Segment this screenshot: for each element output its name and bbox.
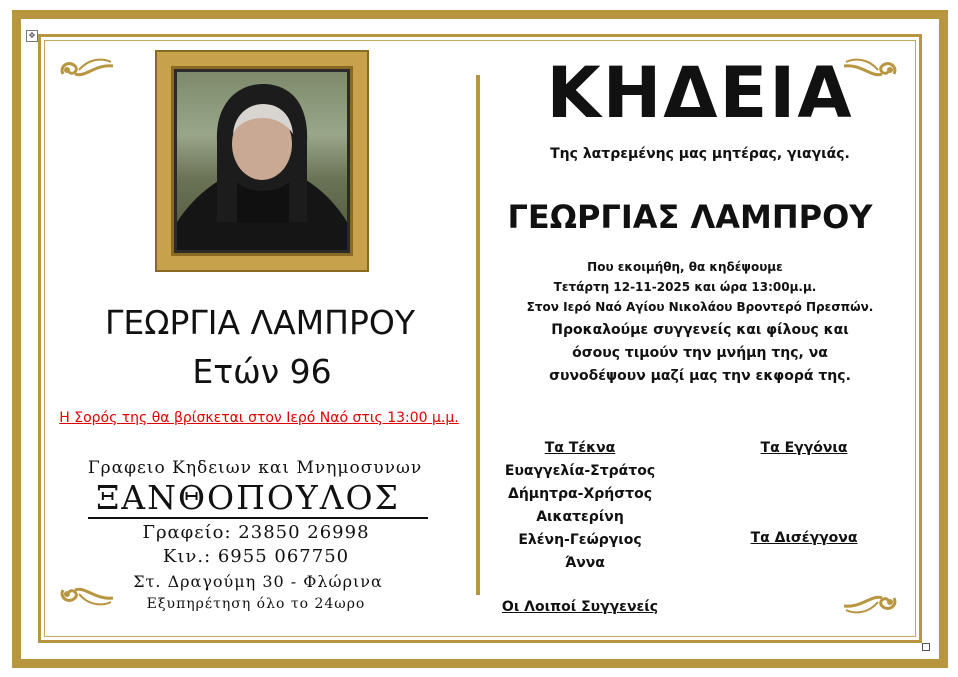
great-grandchildren-title: Τα Δισέγγονα <box>750 530 858 546</box>
office-phone: Γραφείο: 23850 26998 <box>142 522 370 543</box>
deceased-name-left: ΓΕΩΡΓΙΑ ΛΑΜΠΡΟΥ <box>104 303 416 342</box>
wake-notice: Η Σορός της θα βρίσκεται στον Ιερό Ναό στις 13:00 μ.μ. <box>59 410 459 426</box>
announcement-line-6: συνοδέψουν μαζί μας την εκφορά της. <box>549 368 851 384</box>
subtitle: Της λατρεμένης μας μητέρας, γιαγιάς. <box>550 146 850 162</box>
company-underline <box>88 517 428 519</box>
announcement-line-2: Τετάρτη 12-11-2025 και ώρα 13:00μ.μ. <box>553 280 817 294</box>
ornament-top-left-icon <box>55 56 117 82</box>
service-hours: Εξυπηρέτηση όλο το 24ωρο <box>146 596 366 612</box>
child-3: Αικατερίνη <box>536 509 624 525</box>
office-address: Στ. Δραγούμη 30 - Φλώρινα <box>133 572 383 591</box>
funeral-heading: ΚΗΔΕΙΑ <box>546 52 854 134</box>
grandchildren-title: Τα Εγγόνια <box>760 440 848 456</box>
resize-handle[interactable] <box>922 643 930 651</box>
ornament-bottom-right-icon <box>840 590 902 616</box>
child-5: Άννα <box>565 555 605 571</box>
ornament-bottom-left-icon <box>55 582 117 608</box>
announcement-line-4: Προκαλούμε συγγενείς και φίλους και <box>551 322 849 338</box>
relatives-title: Οι Λοιποί Συγγενείς <box>501 599 659 615</box>
funeral-office-title: Γραφειο Κηδειων και Μνημοσυνων <box>87 458 423 478</box>
company-name: ΞΑΝΘΟΠΟΥΛΟΣ <box>96 478 400 517</box>
child-1: Ευαγγελία-Στράτος <box>504 463 656 479</box>
child-4: Ελένη-Γεώργιος <box>518 532 642 548</box>
children-title: Τα Τέκνα <box>544 440 616 456</box>
deceased-name-right: ΓΕΩΡΓΙΑΣ ΛΑΜΠΡΟΥ <box>507 198 873 236</box>
announcement-line-3: Στον Ιερό Ναό Αγίου Νικολάου Βροντερό Πρεσπών. <box>526 300 874 314</box>
announcement-line-5: όσους τιμούν την μνήμη της, να <box>572 345 828 361</box>
announcement-line-1: Που εκοιμήθη, θα κηδέψουμε <box>587 260 783 274</box>
age-text: Ετών 96 <box>192 352 332 391</box>
portrait-frame <box>157 52 367 270</box>
mobile-phone: Κιν.: 6955 067750 <box>162 546 350 567</box>
portrait-photo <box>177 72 347 250</box>
child-2: Δήμητρα-Χρήστος <box>508 486 652 502</box>
center-divider <box>476 75 480 595</box>
move-handle-icon[interactable]: ✥ <box>26 30 38 42</box>
